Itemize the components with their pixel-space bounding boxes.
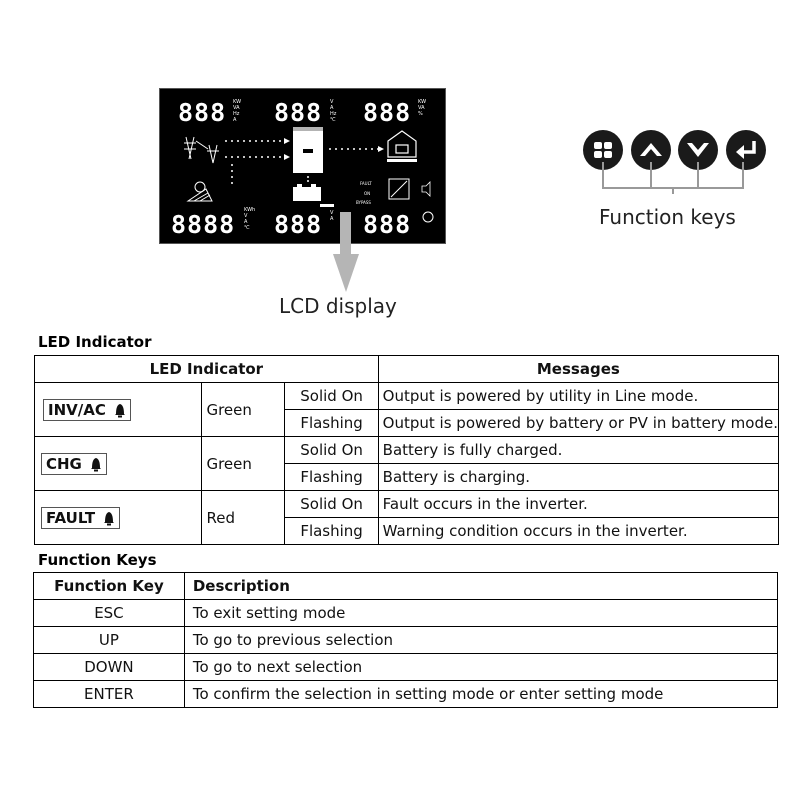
led-indicator-table — [34, 355, 779, 545]
led-name-cell — [35, 383, 202, 437]
lcd-bottom-mid-digits: 888 — [274, 210, 323, 239]
led-state-cell: Flashing — [285, 464, 378, 491]
led-label-inv-ac: INV/AC — [43, 399, 131, 421]
led-state-cell: Solid On — [285, 383, 378, 410]
function-keys-table — [33, 572, 778, 708]
lcd-top-mid-digits: 888 — [274, 98, 323, 127]
description-cell: To go to previous selection — [184, 627, 777, 654]
led-message-cell: Warning condition occurs in the inverter. — [378, 518, 778, 545]
led-state-cell: Solid On — [285, 491, 378, 518]
lcd-pointer-arrow-shaft — [340, 212, 351, 260]
description-cell: To confirm the selection in setting mode or enter setting mode — [184, 681, 777, 708]
led-message-cell: Battery is charging. — [378, 464, 778, 491]
clock-icon — [423, 212, 433, 222]
description-cell: To exit setting mode — [184, 600, 777, 627]
table-row — [35, 437, 779, 464]
led-header-cell: LED Indicator — [35, 356, 379, 383]
lcd-top-right-units: KW VA % — [418, 99, 427, 117]
led-table-header — [35, 356, 779, 383]
lcd-top-left-digits: 888 — [178, 98, 227, 127]
grid-tower-icon — [184, 137, 219, 163]
function-key-cell: ENTER — [34, 681, 185, 708]
lcd-caption: LCD display — [279, 294, 397, 318]
speaker-mute-icon — [422, 182, 430, 196]
lcd-pointer-arrow-head — [333, 254, 359, 292]
led-message-cell: Fault occurs in the inverter. — [378, 491, 778, 518]
table-row — [35, 383, 779, 410]
table-row — [34, 600, 778, 627]
function-keys-connector — [598, 162, 748, 194]
led-state-cell: Flashing — [285, 518, 378, 545]
led-color-cell: Red — [202, 491, 285, 545]
table-row — [34, 654, 778, 681]
table-row — [34, 681, 778, 708]
table-row — [34, 627, 778, 654]
function-key-header-cell: Function Key — [34, 573, 185, 600]
lcd-status-bypass: BYPASS — [356, 200, 371, 205]
led-bell-icon — [103, 510, 115, 526]
led-state-cell: Solid On — [285, 437, 378, 464]
lcd-bottom-right-digits: 888 — [363, 210, 412, 239]
lcd-bottom-left-units: KWh V A ℃ — [244, 207, 256, 231]
led-bell-icon — [114, 402, 126, 418]
led-message-cell: Battery is fully charged. — [378, 437, 778, 464]
battery-icon — [293, 184, 321, 201]
function-key-cell: DOWN — [34, 654, 185, 681]
lcd-bottom-left-digits: 8888 — [171, 210, 236, 239]
function-key-cell: ESC — [34, 600, 185, 627]
solar-panel-icon — [188, 182, 212, 201]
lcd-flow-graphics — [160, 89, 447, 245]
lcd-top-mid-units: V A Hz ℃ — [330, 99, 337, 123]
lcd-bottom-mid-units: V A — [330, 210, 334, 222]
led-label-fault: FAULT — [41, 507, 120, 529]
led-message-cell: Output is powered by utility in Line mode. — [378, 383, 778, 410]
led-label-chg: CHG — [41, 453, 107, 475]
function-keys-caption: Function keys — [599, 205, 736, 229]
led-message-cell: Output is powered by battery or PV in battery mode. — [378, 410, 778, 437]
function-key-cell: UP — [34, 627, 185, 654]
fk-table-header — [34, 573, 778, 600]
function-keys-section-title: Function Keys — [38, 551, 157, 569]
led-color-cell: Green — [202, 437, 285, 491]
led-section-title: LED Indicator — [38, 333, 152, 351]
description-header-cell: Description — [184, 573, 777, 600]
led-bell-icon — [90, 456, 102, 472]
messages-header-cell: Messages — [378, 356, 778, 383]
table-row — [35, 491, 779, 518]
led-color-cell: Green — [202, 383, 285, 437]
led-state-cell: Flashing — [285, 410, 378, 437]
lcd-top-left-units: KW VA Hz A — [233, 99, 242, 123]
lcd-status-on: ON — [364, 191, 371, 196]
lcd-display — [159, 88, 446, 244]
description-cell: To go to next selection — [184, 654, 777, 681]
led-name-cell — [35, 491, 202, 545]
house-load-icon — [388, 131, 416, 157]
lcd-status-fault: FAULT — [360, 181, 372, 186]
led-name-cell — [35, 437, 202, 491]
lcd-top-right-digits: 888 — [363, 98, 412, 127]
